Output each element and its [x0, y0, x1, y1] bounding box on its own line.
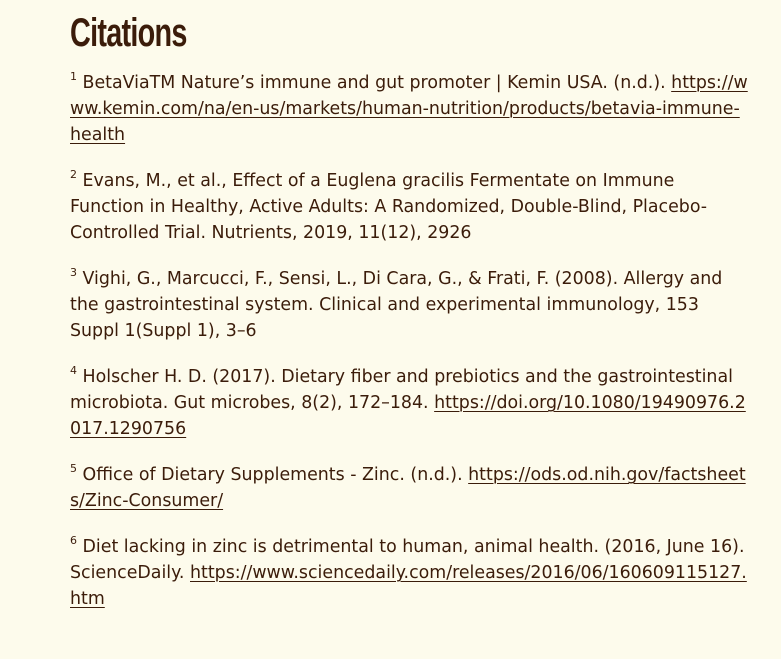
citation-item-2 [70, 168, 750, 246]
citation-list [70, 70, 750, 612]
citation-link[interactable]: https://doi.org/10.1080/19490976.2017.1290756 [70, 393, 746, 439]
citation-link[interactable]: https://www.sciencedaily.com/releases/2016/06/160609115127.htm [70, 563, 747, 609]
citation-text: Vighi, G., Marcucci, F., Sensi, L., Di Cara, G., & Frati, F. (2008). Allergy and the gastrointestinal system. Clinical and experimental immunology, 153 Suppl 1(Suppl 1), 3–6 [70, 269, 723, 341]
citation-number: 4 [70, 364, 77, 378]
citations-page [70, 0, 750, 632]
citation-number: 6 [70, 534, 77, 548]
citation-text: Evans, M., et al., Effect of a Euglena gracilis Fermentate on Immune Function in Healthy, Active Adults: A Randomized, Double-Blind, Placebo-Controlled Trial. Nutrients, 2019, 11(12), 2926 [70, 171, 708, 243]
citation-link[interactable]: https://www.kemin.com/na/en-us/markets/human-nutrition/products/betavia-immune-health [70, 73, 748, 145]
citation-item-4 [70, 364, 750, 442]
page-title: Citations [70, 11, 187, 55]
citation-text: Office of Dietary Supplements - Zinc. (n.d.). [82, 465, 469, 485]
citation-number: 1 [70, 70, 77, 84]
citation-link[interactable]: https://ods.od.nih.gov/factsheets/Zinc-Consumer/ [70, 465, 746, 511]
citation-text: Holscher H. D. (2017). Dietary fiber and prebiotics and the gastrointestinal microbiota. Gut microbes, 8(2), 172–184. [70, 367, 733, 413]
citation-number: 5 [70, 462, 77, 476]
citation-number: 3 [70, 266, 77, 280]
citation-text: Diet lacking in zinc is detrimental to human, animal health. (2016, June 16). ScienceDaily. [70, 537, 745, 583]
citation-number: 2 [70, 168, 77, 182]
citation-item-1 [70, 70, 750, 148]
citation-item-5 [70, 462, 750, 514]
citation-text: BetaViaTM Nature’s immune and gut promoter | Kemin USA. (n.d.). [82, 73, 672, 93]
citation-item-3 [70, 266, 750, 344]
citation-item-6 [70, 534, 750, 612]
